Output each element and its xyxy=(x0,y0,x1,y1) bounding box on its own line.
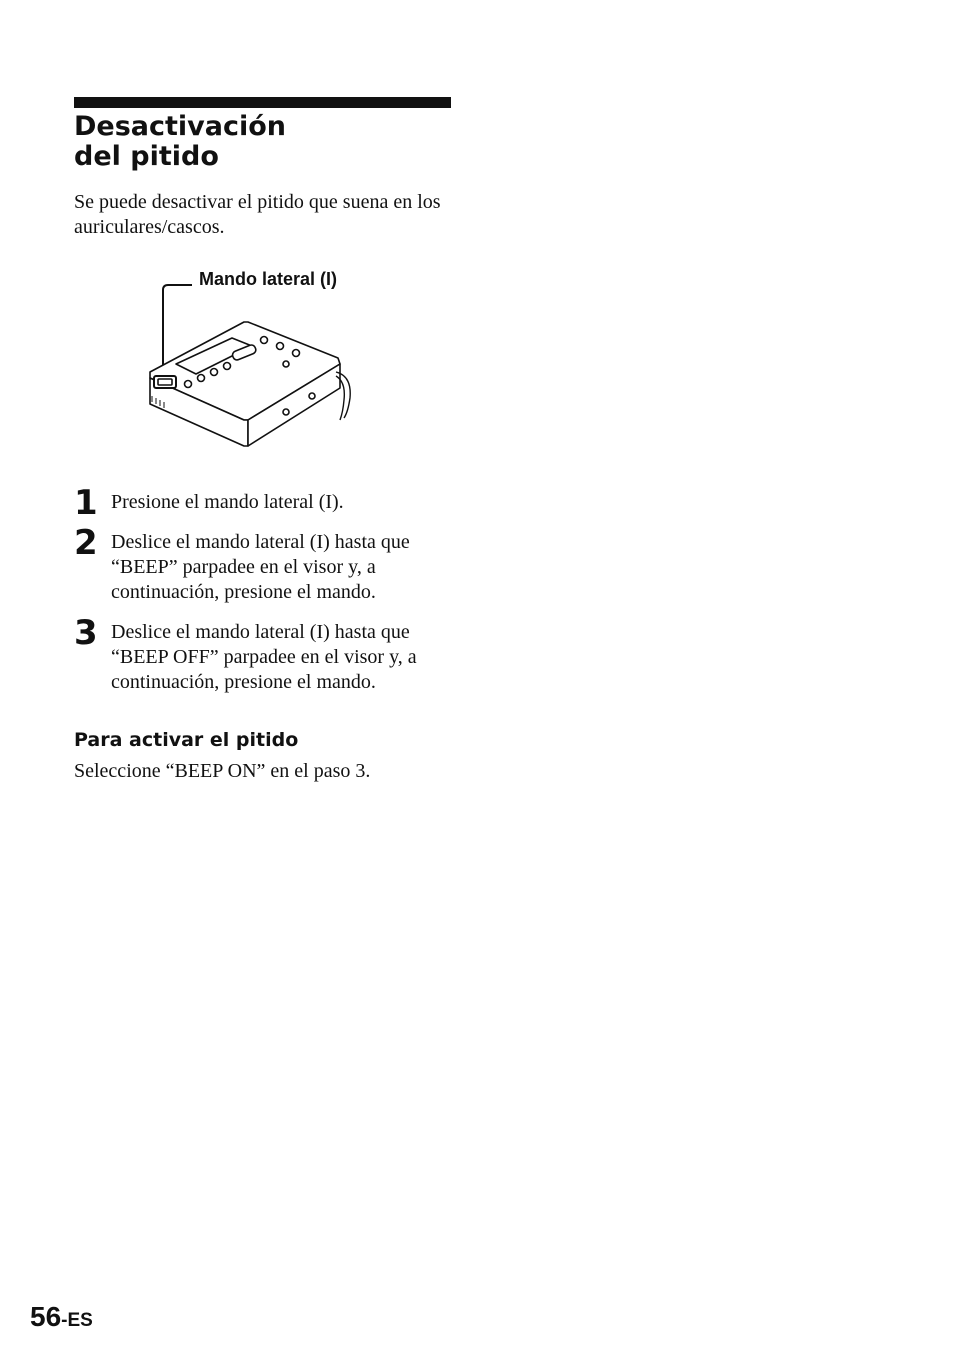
page-number xyxy=(30,1301,93,1333)
subsection-heading: Para activar el pitido xyxy=(74,729,299,751)
section-header-bar xyxy=(74,97,451,108)
step-number: 1 xyxy=(74,483,98,523)
intro-paragraph: Se puede desactivar el pitido que suena en los auriculares/cascos. xyxy=(74,191,441,238)
section-title xyxy=(74,112,286,172)
step-text: Deslice el mando lateral (I) hasta que “BEEP” parpadee en el visor y, a continuación, presione el mando. xyxy=(111,531,410,603)
page-number-suffix: -ES xyxy=(61,1310,93,1331)
section-title-line-2: del pitido xyxy=(74,141,219,172)
side-control-callout-label: Mando lateral (I) xyxy=(199,269,338,289)
step-number: 2 xyxy=(74,523,98,563)
step-item xyxy=(74,613,464,695)
md-player-illustration xyxy=(140,280,360,455)
instruction-steps xyxy=(74,483,464,710)
step-item xyxy=(74,483,464,523)
step-text: Deslice el mando lateral (I) hasta que “BEEP OFF” parpadee en el visor y, a continuación, presione el mando. xyxy=(111,621,417,693)
step-number: 3 xyxy=(74,613,98,653)
section-title-line-1: Desactivación xyxy=(74,111,287,142)
subsection-text: Seleccione “BEEP ON” en el paso 3. xyxy=(74,760,371,782)
step-text: Presione el mando lateral (I). xyxy=(111,491,344,513)
step-item xyxy=(74,523,464,605)
page-number-value: 56 xyxy=(30,1301,62,1332)
